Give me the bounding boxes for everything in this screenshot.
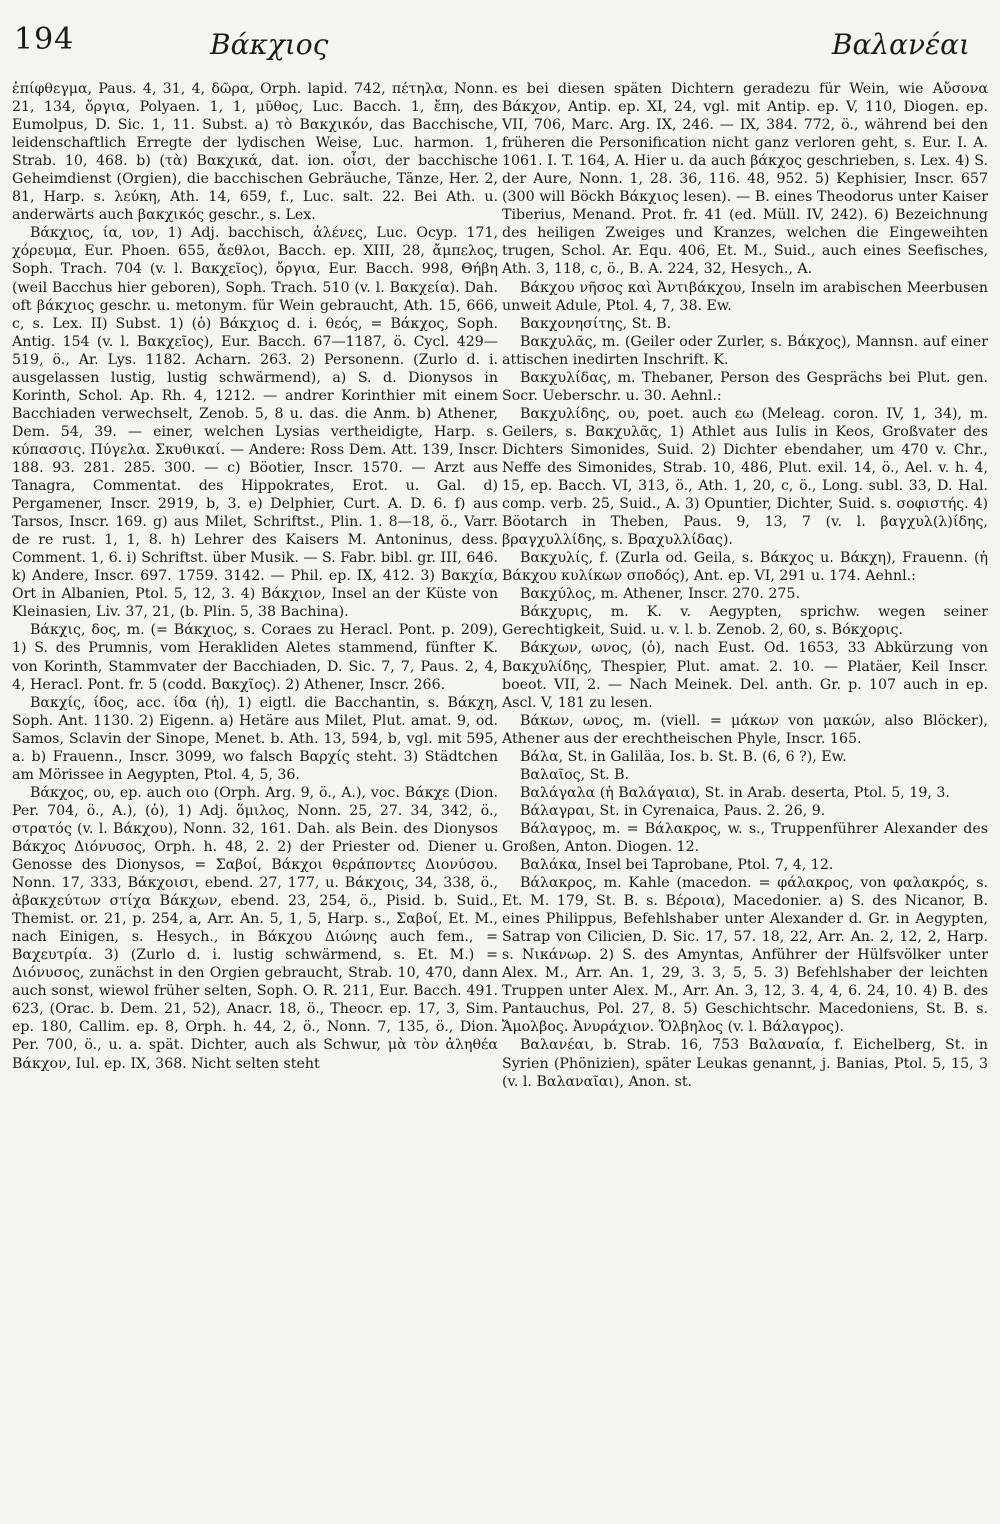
entry-bakon: Βάκων, ωνος, m. (viell. = μάκων von μακών, also Blöcker), Athener aus der erechtheischen Phyle, Inscr. 165. bbox=[502, 712, 988, 747]
entry-bakchyris: Βάκχυρις, m. K. v. Aegypten, sprichw. wegen seiner Gerechtigkeit, Suid. u. v. l. b. Zenob. 2, 60, s. Βόκχορις. bbox=[502, 604, 988, 639]
entry-bakchon: Βάκχων, ωνος, (ὁ), nach Eust. Od. 1653, 33 Abkürzung von Βακχυλίδης, Thespier, Plut. amat. 2. 10. — Platäer, Keil Inscr. boeot. VII, 2. — Nach Meinek. Del. anth. Gr. p. 107 auch in ep. Ascl. V, 181 zu lesen. bbox=[502, 640, 988, 711]
entry-balagala: Βαλάγαλα (ἡ Βαλάγαια), St. in Arab. deserta, Ptol. 5, 19, 3. bbox=[520, 784, 950, 801]
entry-balagros: Βάλαγρος, m. = Βάλακρος, w. s., Truppenführer Alexander des Großen, Anton. Diogen. 12. bbox=[502, 820, 988, 855]
entry-bakchylidas: Βακχυλίδας, m. Thebaner, Person des Gesprächs bei Plut. gen. Socr. Ueberschr. u. 30. Aehnl.: bbox=[502, 369, 988, 404]
entry-bakchonesites: Βακχονησίτης, St. B. bbox=[520, 315, 672, 332]
entry-bakchios: Βάκχιος, ία, ιον, 1) Adj. bacchisch, ἀλένες, Luc. Ocyp. 171, χόρευμα, Eur. Phoen. 655, ἄεθλοι, Bacch. ep. XIII, 28, ἄμπελος, Soph. Trach. 704 (v. l. Βακχεῖος), ὄργια, Eur. Bacch. 998, Θήβη (weil Bacchus hier geboren), Soph. Trach. 510 (v. l. Βακχεία). Dah. oft βάκχιος geschr. u. metonym. für Wein gebraucht, Ath. 15, 666, c, s. Lex. II) Subst. 1) (ὁ) Βάκχιος d. i. θεός, = Βάκχος, Soph. Antig. 154 (v. l. Βακχεῖος), Eur. Bacch. 67—1187, ö. Cycl. 429—519, ö., Ar. Lys. 1182. Acharn. 263. 2) Personenn. (Zurlo d. i. ausgelassen lustig, lustig schwärmend), a) S. d. Dionysos in Korinth, Schol. Ap. Rh. 4, 1212. — andrer Korinthier mit einem Bacchiaden verwechselt, Zenob. 5, 8 u. das. die Anm. b) Athener, Dem. 54, 39. — einer, welchen Lysias vertheidigte, Harp. s. κύπασσις. Πύγελα. Σκυθικαί. — Andere: Ross Dem. Att. 139, Inscr. 188. 93. 281. 285. 300. — c) Böotier, Inscr. 1570. — Arzt aus Tanagra, Commentat. des Hippokrates, Erot. u. Gal. d) Pergamener, Inscr. 2919, b, 3. e) Delphier, Curt. A. D. 6. f) aus Tarsos, Inscr. 169. g) aus Milet, Schriftst., Plin. 1. 8—18, ö., Varr. de re rust. 1, 1, 8. h) Lehrer des Kaisers M. Antoninus, dess. Comment. 1, 6. i) Schriftst. über Musik. — S. Fabr. bibl. gr. III, 646. k) Andere, Inscr. 697. 1759. 3142. — Phil. ep. IX, 412. 3) Βακχία, Ort in Albanien, Ptol. 5, 12, 3. 4) Βάκχιον, Insel an der Küste von Kleinasien, Liv. 37, 21, (b. Plin. 5, 38 Bachina). bbox=[12, 225, 498, 621]
entry-bala: Βάλα, St. in Galiläa, Ios. b. St. B. (6, 6 ?), Ew. bbox=[520, 748, 847, 765]
right-running-headword: Βαλανέαι bbox=[831, 28, 970, 61]
entry-bakchylos: Βακχύλος, m. Athener, Inscr. 270. 275. bbox=[520, 586, 800, 603]
entry-balakros: Βάλακρος, m. Kahle (macedon. = φάλακρος, von φαλακρός, s. Et. M. 179, St. B. s. Βέροια), Macedonier. a) S. des Nicanor, B. eines Philippus, Befehlshaber unter Alexander d. Gr. in Aegypten, Satrap von Cilicien, D. Sic. 17, 57. 18, 22, Arr. An. 2, 12, 2, Harp. s. Νικάνωρ. 2) S. des Amyntas, Anführer der Hülfsvölker unter Alex. M., Arr. An. 1, 29, 3. 3, 5, 5. 3) Befehlshaber der leichten Truppen unter Alex. M., Arr. An. 3, 12, 3. 4, 4, 6. 24, 10. 4) B. des Pantauchus, Pol. 27, 8. 5) Geschichtschr. Macedoniens, St. B. s. Ἄμολβος. Ἀνυράχιον. Ὄλβηλος (v. l. Βάλαγρος). bbox=[502, 875, 988, 1036]
entry-bakchylides: Βακχυλίδης, ου, poet. auch εω (Meleag. coron. IV, 1, 34), m. Geilers, s. Βακχυλᾶς, 1) Athlet aus Iulis in Keos, Großvater des Dichters Simonides, Suid. 2) Dichter ebendaher, um 470 v. Chr., Neffe des Simonides, Strab. 10, 486, Plut. exil. 14, ö., Ael. v. h. 4, 15, ep. Bacch. VI, 313, ö., Ath. 1, 20, c, ö., Long. subl. 33, D. Hal. comp. verb. 25, Suid., A. 3) Opuntier, Dichter, Suid. s. σοφιστής. 4) Böotarch in Theben, Paus. 9, 13, 7 (v. l. βαγχυλ(λ)ίδης, βραγχυλλίδης, s. Βραχυλλίδας). bbox=[502, 405, 988, 549]
entry-continuation: es bei diesen späten Dichtern geradezu für Wein, wie Αὔσονα Βάκχον, Antip. ep. XI, 24, vgl. mit Antip. ep. V, 110, Diogen. ep. VII, 706, Marc. Arg. IX, 246. — IX, 384. 772, ö., während bei den früheren die Personification nicht ganz verloren geht, s. Eur. I. A. 1061. I. T. 164, A. Hier u. da auch βάκχος geschrieben, s. Lex. 4) S. der Aure, Nonn. 1, 28. 36, 116. 48, 952. 5) Kephisier, Inscr. 657 (300 will Böckh Βάκχιος lesen). — B. eines Theodorus unter Kaiser Tiberius, Menand. Prot. fr. 41 (ed. Müll. IV, 242). 6) Bezeichnung des heiligen Zweiges und Kranzes, welchen die Eingeweihten trugen, Schol. Ar. Equ. 406, Et. M., Suid., auch eines Seefisches, Ath. 3, 118, c, ö., B. A. 224, 32, Hesych., A. bbox=[502, 81, 988, 278]
entry-balaneai: Βαλανέαι, b. Strab. 16, 753 Βαλαναία, f. Eichelberg, St. in Syrien (Phönizien), später Leukas genannt, j. Banias, Ptol. 5, 15, 3 (v. l. Βαλαναῖαι), Anon. st. bbox=[502, 1037, 988, 1090]
page-number: 194 bbox=[14, 22, 75, 57]
entry-bakchos: Βάκχος, ου, ep. auch οιο (Orph. Arg. 9, ö., A.), voc. Βάκχε (Dion. Per. 704, ö., A.), (ὁ), 1) Adj. ὅμιλος, Nonn. 25, 27. 34, 342, ö., στρατός (v. l. Βάκχου), Nonn. 32, 161. Dah. als Bein. des Dionysos Βάκχος Διόνυσος, Orph. h. 48, 2. 2) der Priester od. Diener u. Genosse des Dionysos, = Σαβοί, Βάκχοι θεράποντες Διονύσου. Nonn. 17, 333, Βάκχοισι, ebend. 27, 177, u. Βάκχοις, 34, 338, ö., ἀβακχεύτων στίχα Βάκχων, ebend. 23, 254, ö., Pisid. b. Suid., Themist. or. 21, p. 254, a, Arr. An. 5, 1, 5, Harp. s., Σαβοί, Et. M., nach Einigen, s. Hesych., in Βάκχου Διώνης auch fem., = Βαχευτρία. 3) (Zurlo d. i. lustig schwärmend, s. Et. M.) = Διόνυσος, zunächst in den Orgien gebraucht, Strab. 10, 470, dann auch sonst, wiewol früher selten, Soph. O. R. 211, Eur. Bacch. 491. 623, (Orac. b. Dem. 21, 52), Anacr. 18, ö., Theocr. ep. 17, 3, Sim. ep. 180, Callim. ep. 8, Orph. h. 44, 2, ö., Nonn. 7, 135, ö., Dion. Per. 700, ö., u. a. spät. Dichter, auch als Schwur, μὰ τὸν ἀληθέα Βάκχον, Iul. ep. IX, 368. Nicht selten steht bbox=[12, 784, 498, 1072]
entry-bakchylas: Βακχυλᾶς, m. (Geiler oder Zurler, s. Βάκχος), Mannsn. auf einer attischen inedirten Inschrift. K. bbox=[502, 333, 988, 368]
entry-bakchis-fem: Βακχίς, ίδος, acc. ίδα (ἡ), 1) eigtl. die Bacchantin, s. Βάκχη, Soph. Ant. 1130. 2) Eigenn. a) Hetäre aus Milet, Plut. amat. 9, od. Samos, Sclavin der Sinope, Menet. b. Ath. 13, 594, b, vgl. mit 595, a. b) Frauenn., Inscr. 3099, wo falsch Βαρχίς steht. 3) Städtchen am Mörissee in Aegypten, Ptol. 4, 5, 36. bbox=[12, 694, 498, 783]
entry-bakchis-masc: Βάκχις, δος, m. (= Βάκχιος, s. Coraes zu Heracl. Pont. p. 209), 1) S. des Prumnis, vom Herakliden Aletes stammend, fünfter K. von Korinth, Stammvater der Bacchiaden, D. Sic. 7, 7, Paus. 2, 4, 4, Heracl. Pont. fr. 5 (codd. Βακχῖος). 2) Athener, Inscr. 266. bbox=[12, 622, 498, 693]
left-running-headword: Βάκχιος bbox=[210, 28, 329, 61]
right-column bbox=[502, 80, 988, 1516]
left-column bbox=[12, 80, 498, 1516]
entry-balaka: Βαλάκα, Insel bei Taprobane, Ptol. 7, 4, 12. bbox=[520, 857, 834, 874]
entry-bakchylis: Βακχυλίς, f. (Zurla od. Geila, s. Βάκχος u. Βάκχη), Frauenn. (ἡ Βάκχου κυλίκων σποδός), Ant. ep. VI, 291 u. 174. Aehnl.: bbox=[502, 550, 988, 585]
page-header bbox=[14, 18, 984, 70]
entry-balagrai: Βάλαγραι, St. in Cyrenaica, Paus. 2. 26, 9. bbox=[520, 802, 826, 819]
entry-continuation: ἐπίφθεγμα, Paus. 4, 31, 4, δῶρα, Orph. lapid. 742, πέτηλα, Nonn. 21, 134, ὄργια, Polyaen. 1, 1, μῦθος, Luc. Bacch. 1, ἔπη, des Eumolpus, D. Sic. 1, 11. Subst. a) τὸ Βακχικόν, das Bacchische, leidenschaftlich Erregte der lydischen Weise, Luc. harmon. 1, Strab. 10, 468. b) (τὰ) Βακχικά, dat. ion. οἶσι, der bacchische Geheimdienst (Orgien), die bacchischen Gebräuche, Tänze, Her. 2, 81, Harp. s. λεύκη, Ath. 14, 659, f., Luc. salt. 22. Bei Ath. u. anderwärts auch βακχικός geschr., s. Lex. bbox=[12, 81, 498, 224]
entry-bakchou-nesos: Βάκχου νῆσος καὶ Ἀντιβάκχου, Inseln im arabischen Meerbusen unweit Adule, Ptol. 4, 7, 38. Ew. bbox=[502, 279, 988, 314]
entry-balaios: Βαλαῖος, St. B. bbox=[520, 766, 630, 783]
